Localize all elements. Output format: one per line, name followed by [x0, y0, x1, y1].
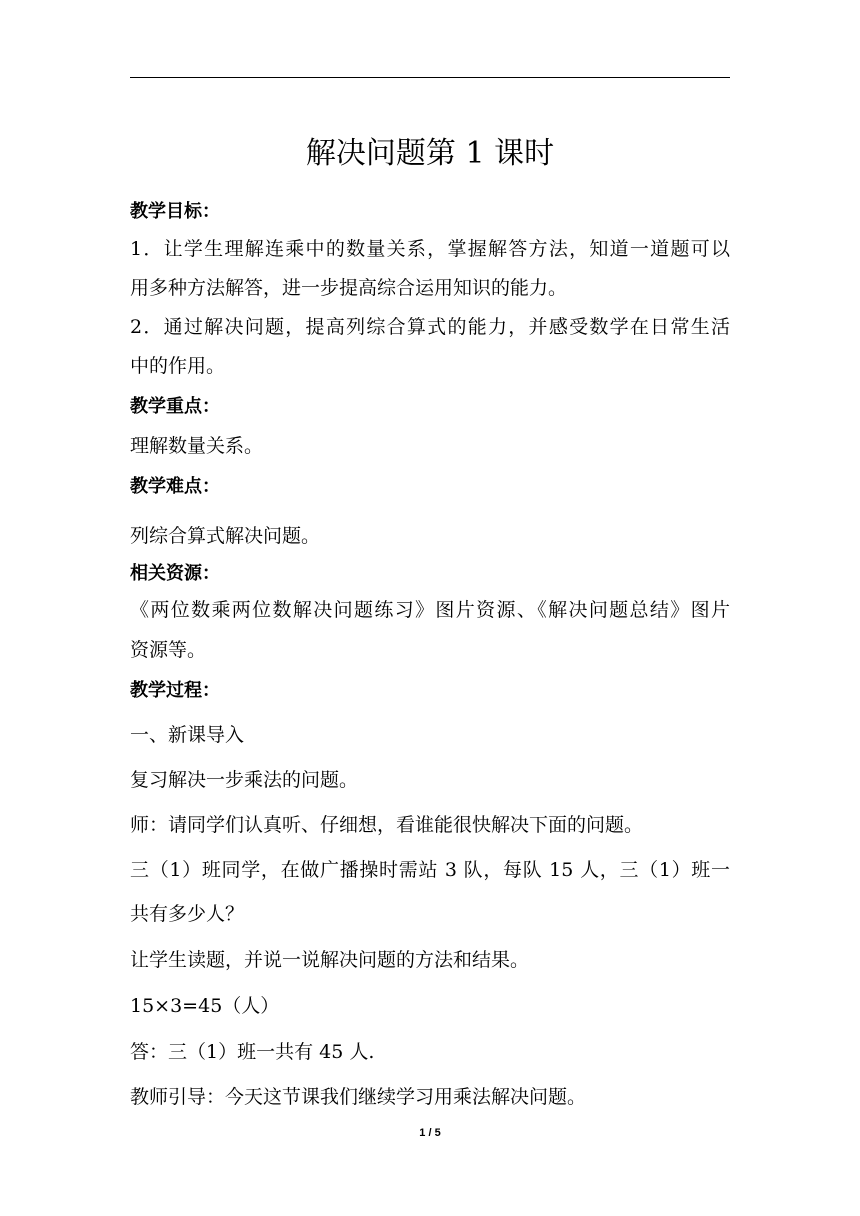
goal-1-line-1: 1．让学生理解连乘中的数量关系，掌握解答方法，知道一道题可以: [130, 238, 730, 260]
problem-line-1: 三（1）班同学，在做广播操时需站 3 队，每队 15 人，三（1）班一: [130, 859, 730, 881]
answer: 答：三（1）班一共有 45 人.: [130, 1041, 375, 1063]
goal-1-line-2: 用多种方法解答，进一步提高综合运用知识的能力。: [130, 277, 568, 299]
page-number: 1 / 5: [419, 1127, 441, 1139]
goal-2-line-1: 2．通过解决问题，提高列综合算式的能力，并感受数学在日常生活: [130, 316, 730, 338]
key-point-text: 理解数量关系。: [130, 435, 264, 457]
document-title: 解决问题第 1 课时: [305, 136, 555, 171]
calculation: 15×3=45（人）: [130, 995, 280, 1017]
resources-heading: 相关资源：: [130, 563, 220, 584]
difficulty-text: 列综合算式解决问题。: [130, 525, 321, 547]
paragraph-review: 复习解决一步乘法的问题。: [130, 769, 359, 791]
paragraph-student-reading: 让学生读题，并说一说解决问题的方法和结果。: [130, 949, 530, 971]
process-heading: 教学过程：: [130, 680, 220, 701]
header-rule: [130, 77, 730, 78]
teacher-guidance: 教师引导：今天这节课我们继续学习用乘法解决问题。: [130, 1086, 587, 1108]
paragraph-teacher-prompt: 师：请同学们认真听、仔细想，看谁能很快解决下面的问题。: [130, 814, 644, 836]
problem-line-2: 共有多少人？: [130, 903, 245, 925]
key-point-heading: 教学重点：: [130, 396, 220, 417]
section-new-lesson-intro: 一、新课导入: [130, 724, 245, 746]
goals-heading: 教学目标：: [130, 201, 220, 222]
resources-line-1: 《两位数乘两位数解决问题练习》图片资源、《解决问题总结》图片: [130, 599, 730, 621]
resources-line-2: 资源等。: [130, 639, 207, 661]
difficulty-heading: 教学难点：: [130, 476, 220, 497]
goal-2-line-2: 中的作用。: [130, 355, 226, 377]
